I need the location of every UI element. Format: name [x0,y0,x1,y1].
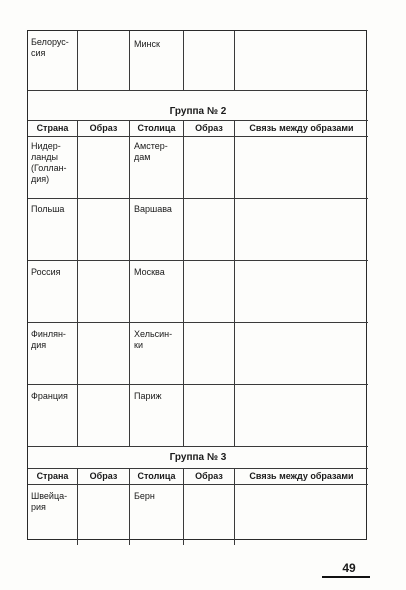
group-2-title: Группа № 2 [28,91,368,121]
header-capital: Столица [130,121,184,137]
link-input-cell[interactable] [235,31,368,91]
header-country: Страна [28,121,78,137]
country-cell: Нидер- ланды (Голлан- дия) [28,137,78,199]
capitals-table [27,30,367,540]
link-input-cell[interactable] [235,385,368,447]
image-input-cell[interactable] [184,31,235,91]
country-cell: Россия [28,261,78,323]
country-cell: Франция [28,385,78,447]
header-image: Образ [78,469,130,485]
country-cell: Финлян- дия [28,323,78,385]
page-number-underline [322,576,370,578]
image-input-cell[interactable] [184,261,235,323]
country-cell: Польша [28,199,78,261]
image-input-cell[interactable] [78,199,130,261]
capital-cell: Минск [130,31,184,91]
image-input-cell[interactable] [78,385,130,447]
capital-cell: Париж [130,385,184,447]
image-input-cell[interactable] [78,31,130,91]
image-input-cell[interactable] [78,137,130,199]
page-number: 49 [342,561,356,575]
image-input-cell[interactable] [184,199,235,261]
capital-cell: Хельсин- ки [130,323,184,385]
header-country: Страна [28,469,78,485]
link-input-cell[interactable] [235,261,368,323]
image-input-cell[interactable] [184,485,235,545]
capital-cell: Москва [130,261,184,323]
capital-cell: Варшава [130,199,184,261]
country-cell: Швейца- рия [28,485,78,545]
capital-cell: Амстер- дам [130,137,184,199]
image-input-cell[interactable] [184,137,235,199]
image-input-cell[interactable] [184,385,235,447]
link-input-cell[interactable] [235,323,368,385]
link-input-cell[interactable] [235,199,368,261]
image-input-cell[interactable] [78,323,130,385]
header-link: Связь между образами [235,121,368,137]
capital-cell: Берн [130,485,184,545]
header-link: Связь между образами [235,469,368,485]
image-input-cell[interactable] [78,261,130,323]
country-cell: Белорус- сия [28,31,78,91]
image-input-cell[interactable] [78,485,130,545]
image-input-cell[interactable] [184,323,235,385]
link-input-cell[interactable] [235,485,368,545]
link-input-cell[interactable] [235,137,368,199]
group-3-title: Группа № 3 [28,447,368,469]
header-image: Образ [184,469,235,485]
header-image: Образ [78,121,130,137]
header-image: Образ [184,121,235,137]
header-capital: Столица [130,469,184,485]
